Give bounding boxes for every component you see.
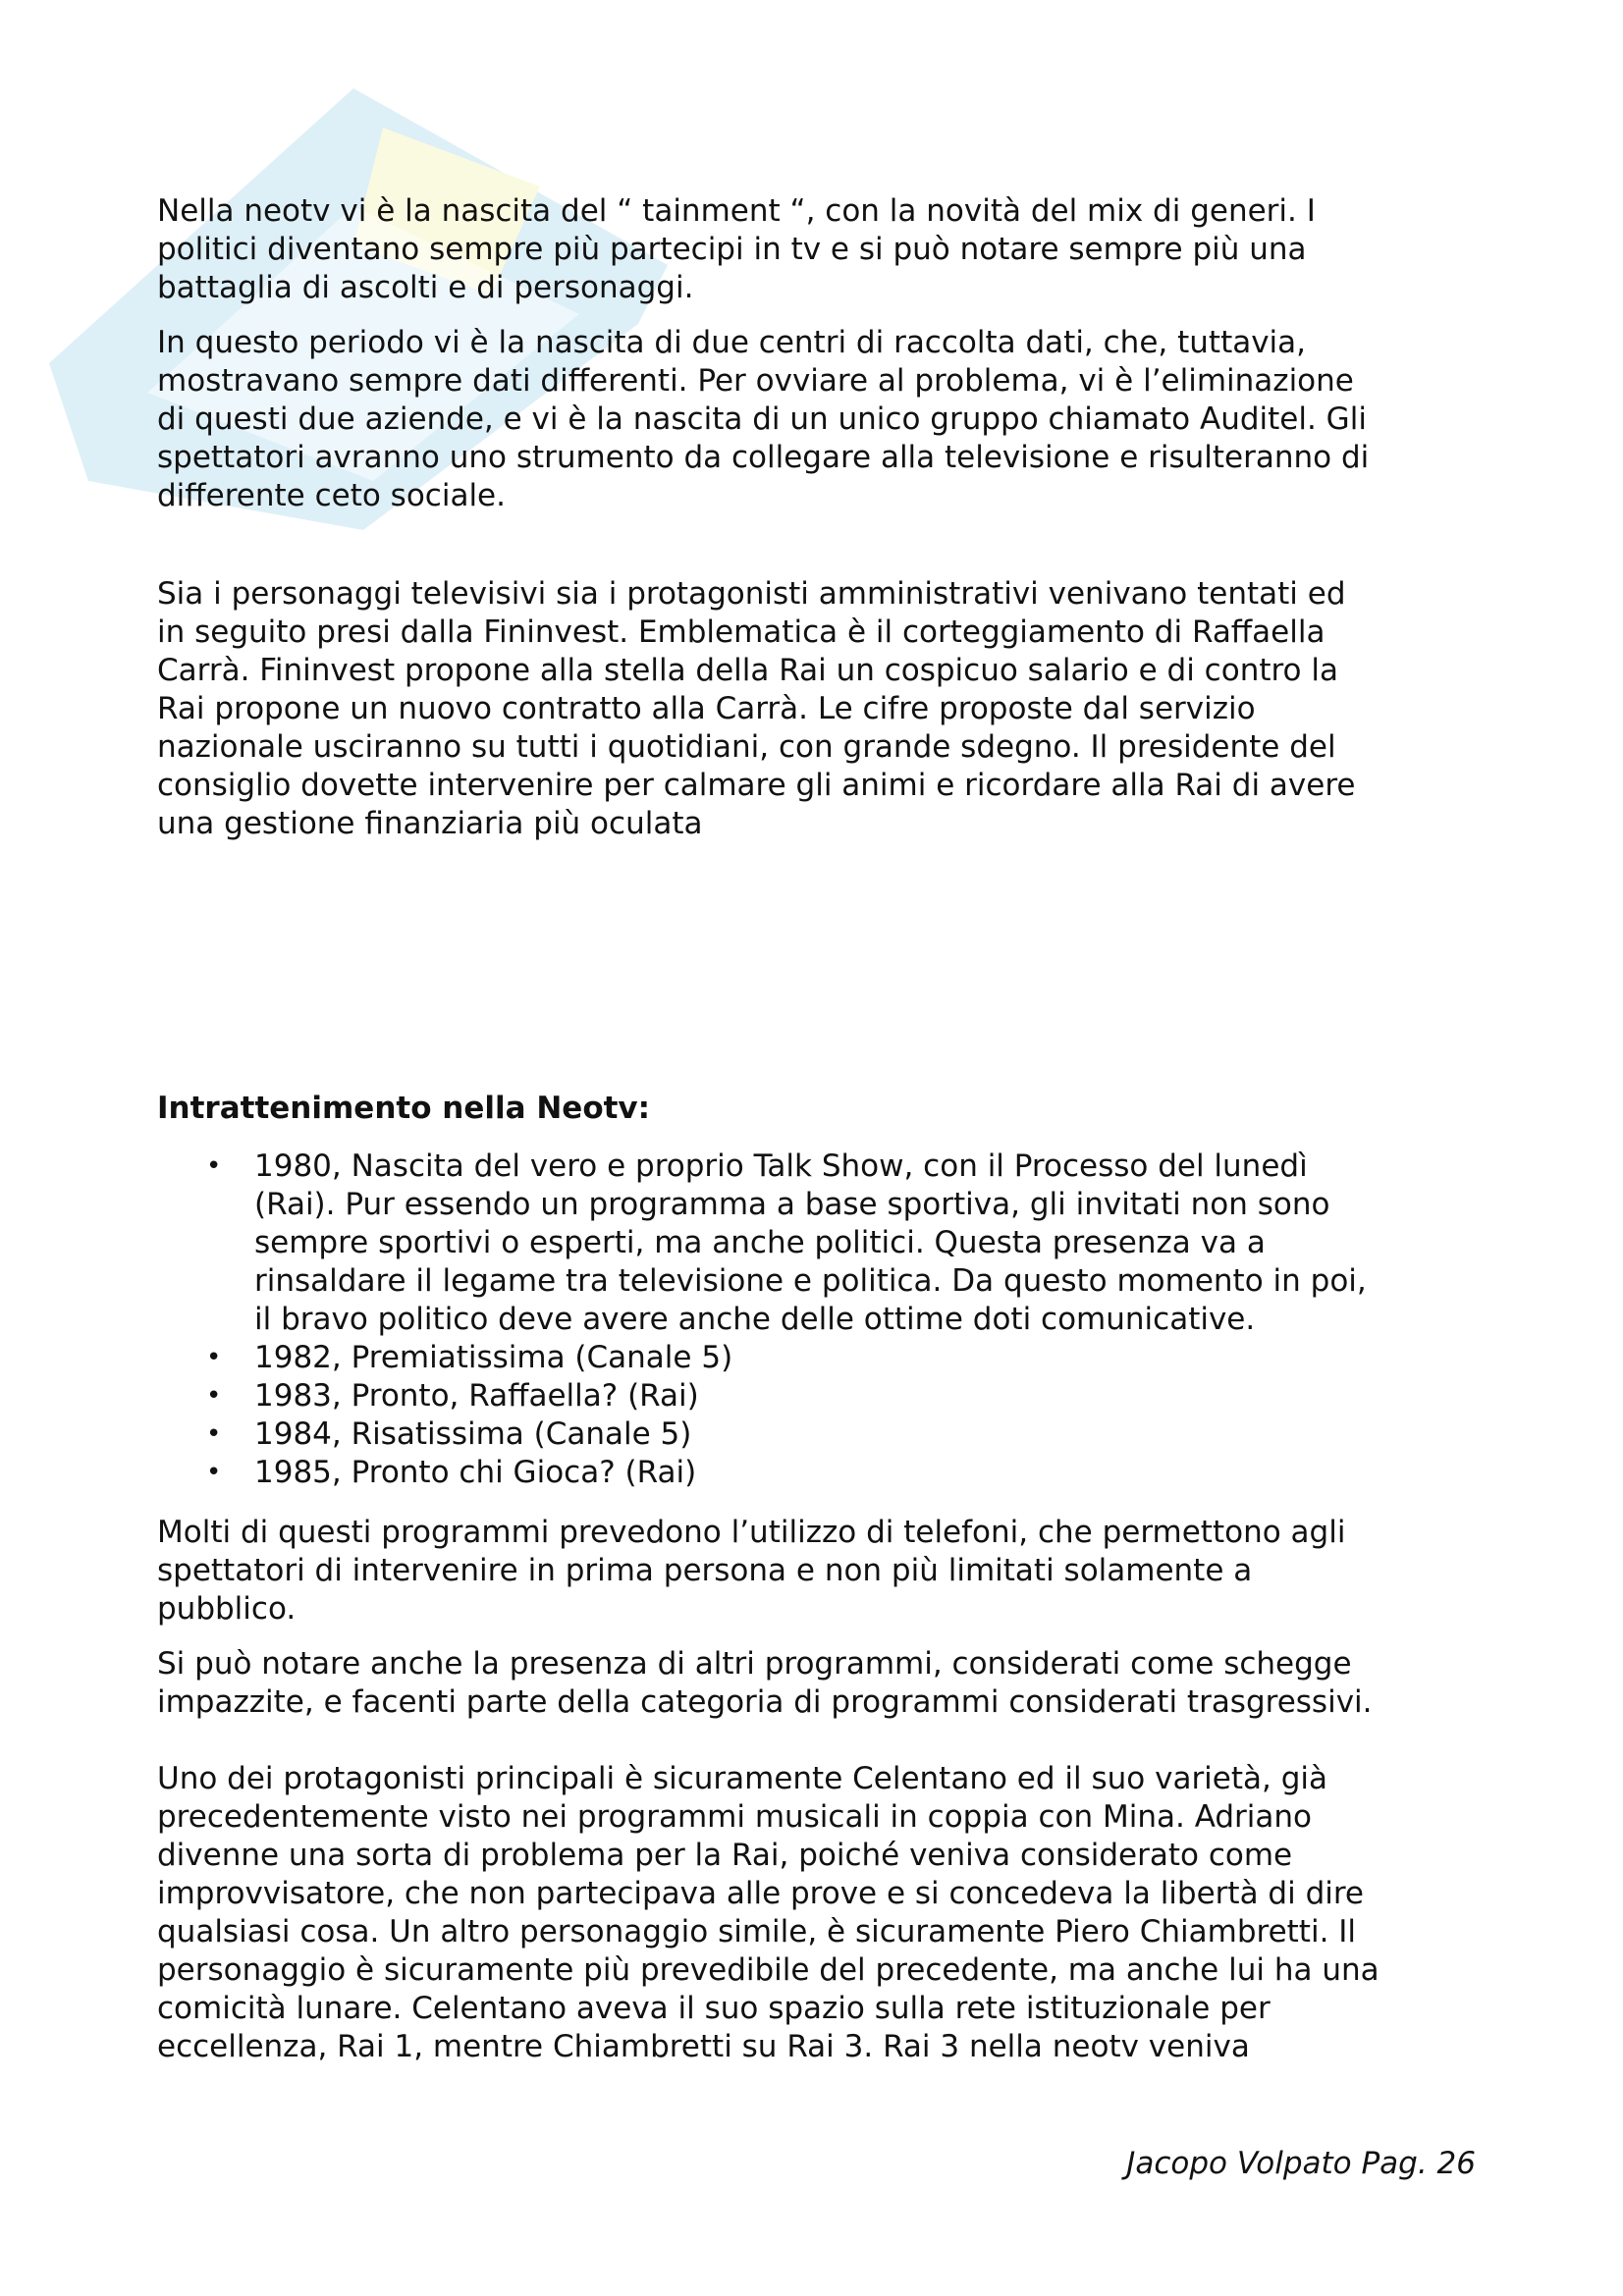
paragraph-fininvest: Sia i personaggi televisivi sia i protagonisti amministrativi venivano tentati ed in seguito presi dalla Fininvest. Emblematica è il corteggiamento di Raffaella Carrà. Fininvest propone alla stella della Rai un cospicuo salario e di contro la Rai propone un nuovo contratto alla Carrà. Le cifre proposte dal servizio nazionale usciranno su tutti i quotidiani, con grande sdegno. Il presidente del consiglio dovette intervenire per calmare gli animi e ricordare alla Rai di avere una gestione finanziaria più oculata xyxy=(157,576,1356,841)
bullet-icon: • xyxy=(206,1343,222,1372)
page-content xyxy=(157,192,1492,2066)
paragraph-schegge: Si può notare anche la presenza di altri programmi, considerati come schegge impazzite, e facenti parte della categoria di programmi considerati trasgressivi. xyxy=(157,1646,1373,1720)
paragraph-telefoni: Molti di questi programmi prevedono l’utilizzo di telefoni, che permettono agli spettatori di intervenire in prima persona e non più limitati solamente a pubblico. xyxy=(157,1515,1346,1627)
list-item: • 1984, Risatissima (Canale 5) xyxy=(206,1416,692,1452)
list-item: • 1985, Pronto chi Gioca? (Rai) xyxy=(206,1455,697,1490)
list-item: • 1980, Nascita del vero e proprio Talk Show, con il Processo del lunedì (Rai). Pur essendo un programma a base sportiva, gli invitati non sono sempre sportivi o esperti, ma anche politici. Questa presenza va a rinsaldare il legame tra televisione e politica. Da questo momento in poi, il bravo politico deve avere anche delle ottime doti comunicative. xyxy=(206,1148,1367,1337)
program-list xyxy=(157,1148,1492,1492)
bullet-icon: • xyxy=(206,1381,222,1411)
bullet-icon: • xyxy=(206,1458,222,1487)
page-footer: Jacopo Volpato Pag. 26 xyxy=(1126,2146,1476,2181)
section-heading: Intrattenimento nella Neotv: xyxy=(157,1091,651,1126)
paragraph-tainment: Nella neotv vi è la nascita del “ tainment “, con la novità del mix di generi. I politici diventano sempre più partecipi in tv e si può notare sempre più una battaglia di ascolti e di personaggi. xyxy=(157,193,1316,305)
list-item: • 1982, Premiatissima (Canale 5) xyxy=(206,1340,733,1375)
list-item: • 1983, Pronto, Raffaella? (Rai) xyxy=(206,1378,699,1414)
paragraph-celentano: Uno dei protagonisti principali è sicuramente Celentano ed il suo varietà, già precedentemente visto nei programmi musicali in coppia con Mina. Adriano divenne una sorta di problema per la Rai, poiché veniva considerato come improvvisatore, che non partecipava alle prove e si concedeva la libertà di dire qualsiasi cosa. Un altro personaggio simile, è sicuramente Piero Chiambretti. Il personaggio è sicuramente più prevedibile del precedente, ma anche lui ha una comicità lunare. Celentano aveva il suo spazio sulla rete istituzionale per eccellenza, Rai 1, mentre Chiambretti su Rai 3. Rai 3 nella neotv veniva xyxy=(157,1761,1380,2064)
bullet-icon: • xyxy=(206,1419,222,1449)
bullet-icon: • xyxy=(206,1151,222,1181)
paragraph-auditel: In questo periodo vi è la nascita di due centri di raccolta dati, che, tuttavia, mostravano sempre dati differenti. Per ovviare al problema, vi è l’eliminazione di questi due aziende, e vi è la nascita di un unico gruppo chiamato Auditel. Gli spettatori avranno uno strumento da collegare alla televisione e risulteranno di differente ceto sociale. xyxy=(157,325,1370,513)
